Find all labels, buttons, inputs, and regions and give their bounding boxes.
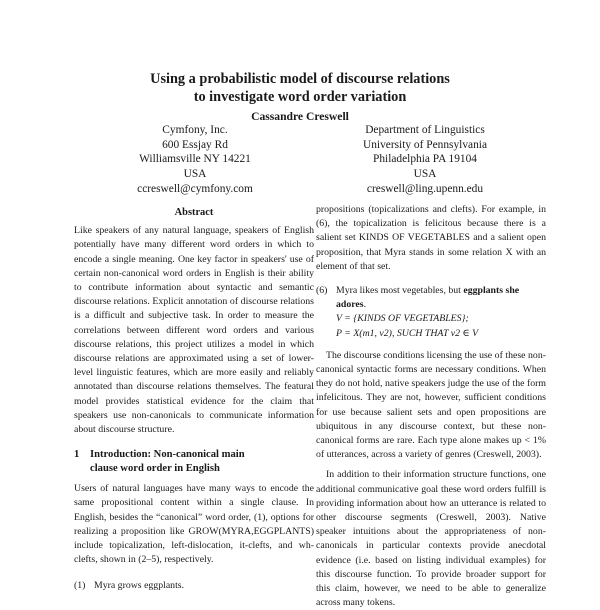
section-title-line-2: clause word order in English [90, 463, 220, 475]
abstract-heading: Abstract [174, 207, 214, 218]
affiliation-right-line: Philadelphia PA 19104 [373, 153, 477, 166]
abstract-text: Like speakers of any natural language, speakers of English potentially have many different word orders in which to encode a single meaning. One key factor in speakers' use of certain non-canonical word orders in English is their ability to contribute information about syntactic and semantic discourse relations. Explicit annotation of discourse relations is a difficult and subjective task. In order to measure the correlations between different word orders and various discourse relations, this project utilizes a model in which discourse relations are approximated using a set of lower-level linguistic features, which are more easily and reliably annotated than discourse relations themselves. The featural model provides statistical evidence for the claim that speakers use non-canonicals to communicate information about discourse structure. [74, 225, 314, 436]
author-email-right: creswell@ling.upenn.edu [366, 182, 484, 195]
affiliation-left-line: 600 Essjay Rd [162, 138, 228, 151]
paragraph-additional-function: In addition to their information structure functions, one additional communicative goal these word orders fulfill is providing information about how an utterance is related to other discourse segments (Creswell, 2003). Native speaker intuitions about the appropriateness of non-canonicals in particular contexts provide anecdotal evidence (i.e. based on listing individual examples) for this discourse function. To provide broader support for this claim, however, we need to be able to generalize across many tokens. [316, 469, 546, 609]
paper-title-line-1: Using a probabilistic model of discourse relations [150, 71, 450, 87]
section-1-paragraph: Users of natural languages have many ways to encode the same propositional content within a single clause. In English, besides the “canonical” word order, (1), options for realizing a proposition like GROW(MYRA,EGGPLANTS) include topicalization, left-dislocation, it-clefts, and wh-clefts, shown in (2–5), respectively. [74, 483, 314, 566]
section-1-heading [74, 448, 314, 476]
affiliation-left [110, 123, 280, 197]
paper-title-line-2: to investigate word order variation [193, 89, 407, 105]
author-name: Cassandre Creswell [251, 110, 349, 123]
affiliation-left-line: USA [183, 168, 207, 181]
example-number: (6) [316, 285, 328, 297]
section-title-line-1: Introduction: Non-canonical main [90, 449, 245, 461]
affiliation-left-line: Williamsville NY 14221 [139, 153, 251, 166]
example-body [336, 284, 546, 341]
example-number: (1) [74, 580, 86, 592]
section-number: 1 [74, 449, 80, 461]
affiliation-right-line: Department of Linguistics [365, 124, 485, 136]
example-6-open-proposition: P = X(m1, v2), SUCH THAT v2 ∈ V [336, 327, 479, 339]
affiliation-left-line: Cymfony, Inc. [162, 124, 228, 136]
affiliation-right-line: University of Pennsylvania [362, 138, 487, 151]
continued-paragraph: propositions (topicalizations and clefts). For example, in (6), the topicalization is felicitous because there is a salient set KINDS OF VEGETABLES and a salient open proposition, that Myra stands in some relation X with an element of that set. [316, 204, 546, 272]
example-6-bold-text: eggplants she adores [336, 285, 520, 311]
example-6-text: Myra likes most vegetables, but [336, 285, 464, 297]
author-email-left: ccreswell@cymfony.com [137, 182, 253, 195]
paragraph-discourse-conditions: The discourse conditions licensing the use of these non-canonical syntactic forms are necessary conditions. When they do not hold, native speakers judge the use of the form infelicitous. They are not, however, sufficient conditions for use because salient sets and open propositions are ubiquitous in any discourse context, but these non-canonical forms are rare. Each type alone makes up < 1% of utterances, across a variety of genres (Creswell, 2003). [316, 349, 546, 461]
example-6-period: . [363, 299, 367, 311]
right-column [316, 203, 546, 610]
affiliation-right-line: USA [413, 168, 437, 181]
example-text: Myra grows eggplants. [94, 580, 185, 592]
left-column [74, 206, 314, 598]
example-6-set-definition: V = {KINDS OF VEGETABLES}; [336, 313, 469, 325]
affiliation-right [340, 123, 510, 197]
example-6 [316, 284, 546, 341]
example-1 [74, 579, 314, 593]
